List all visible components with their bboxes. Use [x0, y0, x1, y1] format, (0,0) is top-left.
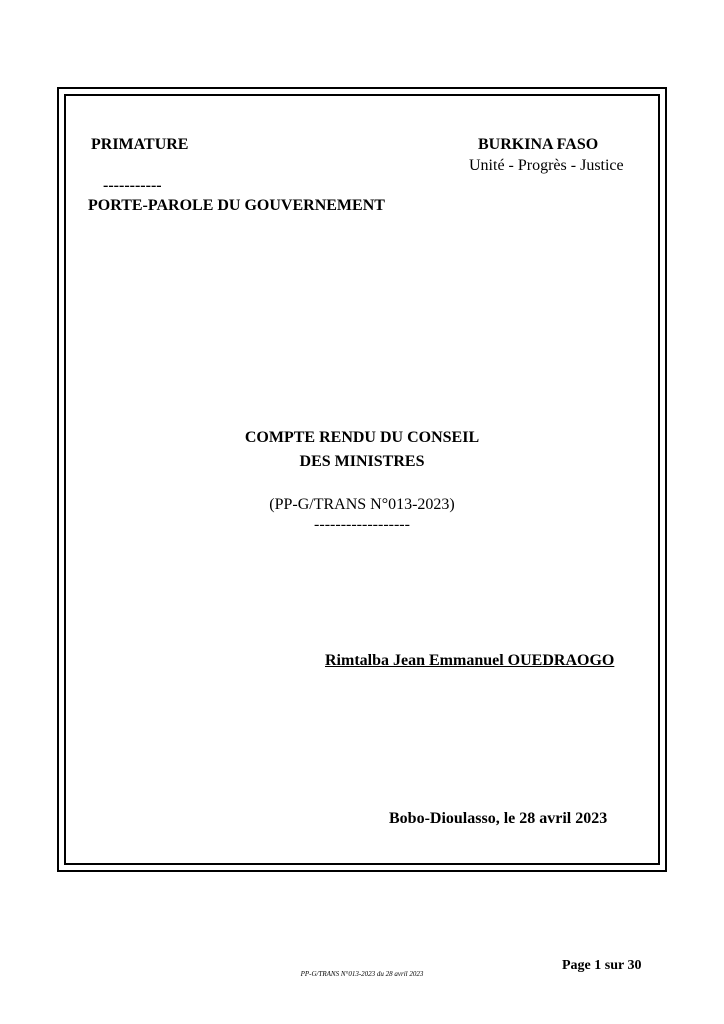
title-separator: ------------------ — [314, 516, 410, 533]
header-separator: ----------- — [103, 177, 162, 194]
document-title-line1: COMPTE RENDU DU CONSEIL — [244, 429, 480, 446]
spokesperson-label: PORTE-PAROLE DU GOUVERNEMENT — [88, 197, 385, 214]
footer-reference: PP-G/TRANS N°013-2023 du 28 avril 2023 — [300, 970, 424, 978]
country-name: BURKINA FASO — [478, 136, 599, 153]
page-number: Page 1 sur 30 — [562, 958, 642, 973]
document-title-line2: DES MINISTRES — [299, 453, 425, 470]
primature-label: PRIMATURE — [91, 136, 189, 153]
document-reference: (PP-G/TRANS N°013-2023) — [269, 496, 455, 513]
place-date: Bobo-Dioulasso, le 28 avril 2023 — [389, 810, 608, 827]
national-motto: Unité - Progrès - Justice — [469, 157, 624, 174]
signatory-name: Rimtalba Jean Emmanuel OUEDRAOGO — [325, 652, 615, 669]
